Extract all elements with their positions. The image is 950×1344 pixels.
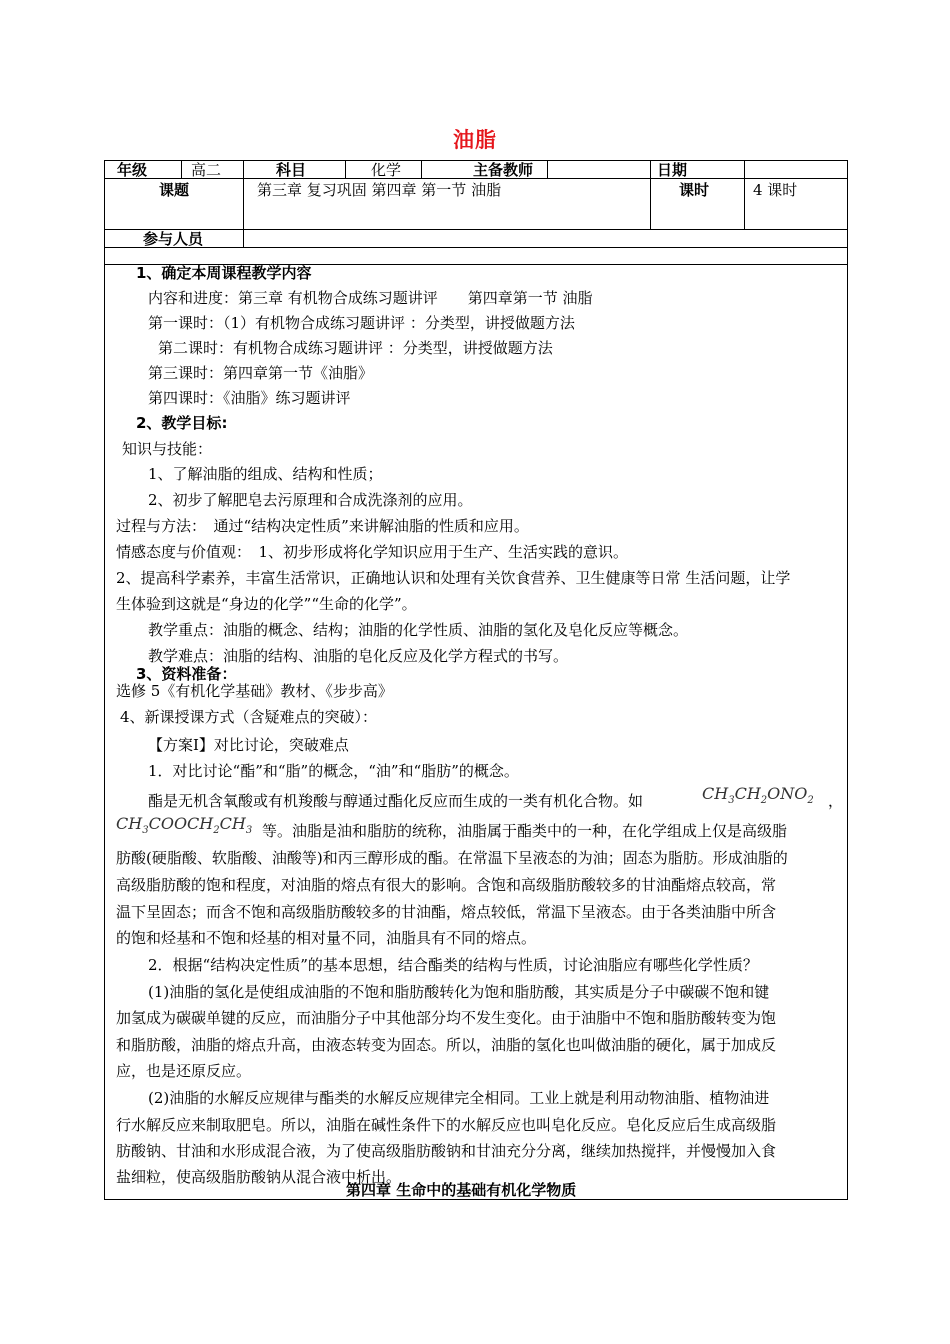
col-divider <box>243 161 244 247</box>
text-line: 第四课时：《油脂》练习题讲评 <box>148 389 351 407</box>
page-title: 油脂 <box>453 128 497 152</box>
col-divider <box>345 161 346 178</box>
row-divider <box>105 247 847 248</box>
text-line: 盐细粒，使高级脂肪酸钠从混合液中析出。 <box>116 1168 402 1186</box>
hours-label: 课时 <box>679 181 710 199</box>
text-line: 知识与技能： <box>122 440 213 458</box>
text-line: 第三课时：第四章第一节《油脂》 <box>148 364 374 382</box>
text-line: 过程与方法： 通过“结构决定性质”来讲解油脂的性质和应用。 <box>116 517 529 535</box>
text-line: 内容和进度：第三章 有机物合成练习题讲评 第四章第一节 油脂 <box>148 289 593 307</box>
text-line: 【方案Ⅰ】对比讨论，突破难点 <box>148 736 349 754</box>
text-line: 行水解反应来制取肥皂。所以，油脂在碱性条件下的水解反应也叫皂化反应。皂化反应后生成高级脂 <box>116 1116 777 1134</box>
text-line: 酯是无机含氧酸或有机羧酸与醇通过酯化反应而生成的一类有机化合物。如 <box>148 792 644 810</box>
col-divider <box>744 161 745 229</box>
col-divider <box>421 161 422 178</box>
subject-label: 科目 <box>276 161 307 179</box>
text-line: 温下呈固态；而含不饱和高级脂肪酸较多的甘油酯，熔点较低，常温下呈液态。由于各类油脂中所含 <box>116 903 777 921</box>
topic-label: 课题 <box>159 181 190 199</box>
section-heading: 3、资料准备： <box>136 665 237 683</box>
text-line: 教学重点：油脂的概念、结构；油脂的化学性质、油脂的氢化及皂化反应等概念。 <box>148 621 689 639</box>
text-line: 第一课时：（1）有机物合成练习题讲评 ：分类型，讲授做题方法 <box>148 314 575 332</box>
text-line: 选修 5《有机化学基础》教材、《步步高》 <box>116 682 393 700</box>
section-heading: 1、确定本周课程教学内容 <box>136 264 312 282</box>
text-line: 的饱和烃基和不饱和烃基的相对量不同，油脂具有不同的熔点。 <box>116 929 537 947</box>
text-line: 肪酸钠、甘油和水形成混合液，为了使高级脂肪酸钠和甘油充分分离，继续加热搅拌，并慢慢加入食 <box>116 1142 777 1160</box>
participants-label: 参与人员 <box>143 230 204 248</box>
section-heading: 2、教学目标: <box>136 414 228 432</box>
text-line: 应，也是还原反应。 <box>116 1062 252 1080</box>
text-line: 1、了解油脂的组成、结构和性质； <box>148 465 383 483</box>
grade-label: 年级 <box>117 161 148 179</box>
teacher-label: 主备教师 <box>473 161 534 179</box>
subject-value: 化学 <box>371 161 402 179</box>
text-line: 4、新课授课方式（含疑难点的突破）： <box>120 708 378 726</box>
text-line: 教学难点：油脂的结构、油脂的皂化反应及化学方程式的书写。 <box>148 647 569 665</box>
text-line: 等。油脂是油和脂肪的统称，油脂属于酯类中的一种，在化学组成上仅是高级脂 <box>262 822 788 840</box>
text-line: 肪酸(硬脂酸、软脂酸、油酸等)和丙三醇形成的酯。在常温下呈液态的为油；固态为脂肪。形成油脂的 <box>116 849 788 867</box>
text-line: 第二课时：有机物合成练习题讲评 ：分类型，讲授做题方法 <box>158 339 553 357</box>
col-divider <box>547 161 548 178</box>
text-line: 2．根据“结构决定性质”的基本思想，结合酯类的结构与性质，讨论油脂应有哪些化学性质？ <box>148 956 758 974</box>
formula-separator: ， <box>828 792 844 810</box>
col-divider <box>181 161 182 178</box>
text-line: 2、提高科学素养，丰富生活常识，正确地认识和处理有关饮食营养、卫生健康等日常 生活问题，让学 <box>116 569 791 587</box>
date-label: 日期 <box>657 161 688 179</box>
text-line: 高级脂肪酸的饱和程度，对油脂的熔点有很大的影响。含饱和高级脂肪酸较多的甘油酯熔点较高，常 <box>116 876 777 894</box>
formula-ethyl-nitrate: $CH_3CH_2ONO_2$ <box>702 784 814 807</box>
chapter-footer: 第四章 生命中的基础有机化学物质 <box>346 1181 577 1199</box>
formula-ethyl-acetate: $CH_3COOCH_2CH_3$ <box>116 814 253 837</box>
row-divider <box>105 229 847 230</box>
text-line: 情感态度与价值观： 1、初步形成将化学知识应用于生产、生活实践的意识。 <box>116 543 629 561</box>
text-line: 和脂肪酸，油脂的熔点升高，由液态转变为固态。所以，油脂的氢化也叫做油脂的硬化，属于加成反 <box>116 1036 777 1054</box>
grade-value: 高二 <box>191 161 222 179</box>
text-line: 1．对比讨论“酯”和“脂”的概念，“油”和“脂肪”的概念。 <box>148 762 519 780</box>
hours-value: 4 课时 <box>753 181 798 199</box>
topic-value: 第三章 复习巩固 第四章 第一节 油脂 <box>257 181 502 199</box>
text-line: 生体验到这就是“身边的化学”“生命的化学”。 <box>116 595 417 613</box>
text-line: 2、初步了解肥皂去污原理和合成洗涤剂的应用。 <box>148 491 473 509</box>
text-line: 加氢成为碳碳单键的反应，而油脂分子中其他部分均不发生变化。由于油脂中不饱和脂肪酸转变为饱 <box>116 1009 777 1027</box>
text-line: (1)油脂的氢化是使组成油脂的不饱和脂肪酸转化为饱和脂肪酸，其实质是分子中碳碳不饱和键 <box>148 983 770 1001</box>
col-divider <box>650 161 651 229</box>
text-line: (2)油脂的水解反应规律与酯类的水解反应规律完全相同。工业上就是利用动物油脂、植物油进 <box>148 1089 770 1107</box>
